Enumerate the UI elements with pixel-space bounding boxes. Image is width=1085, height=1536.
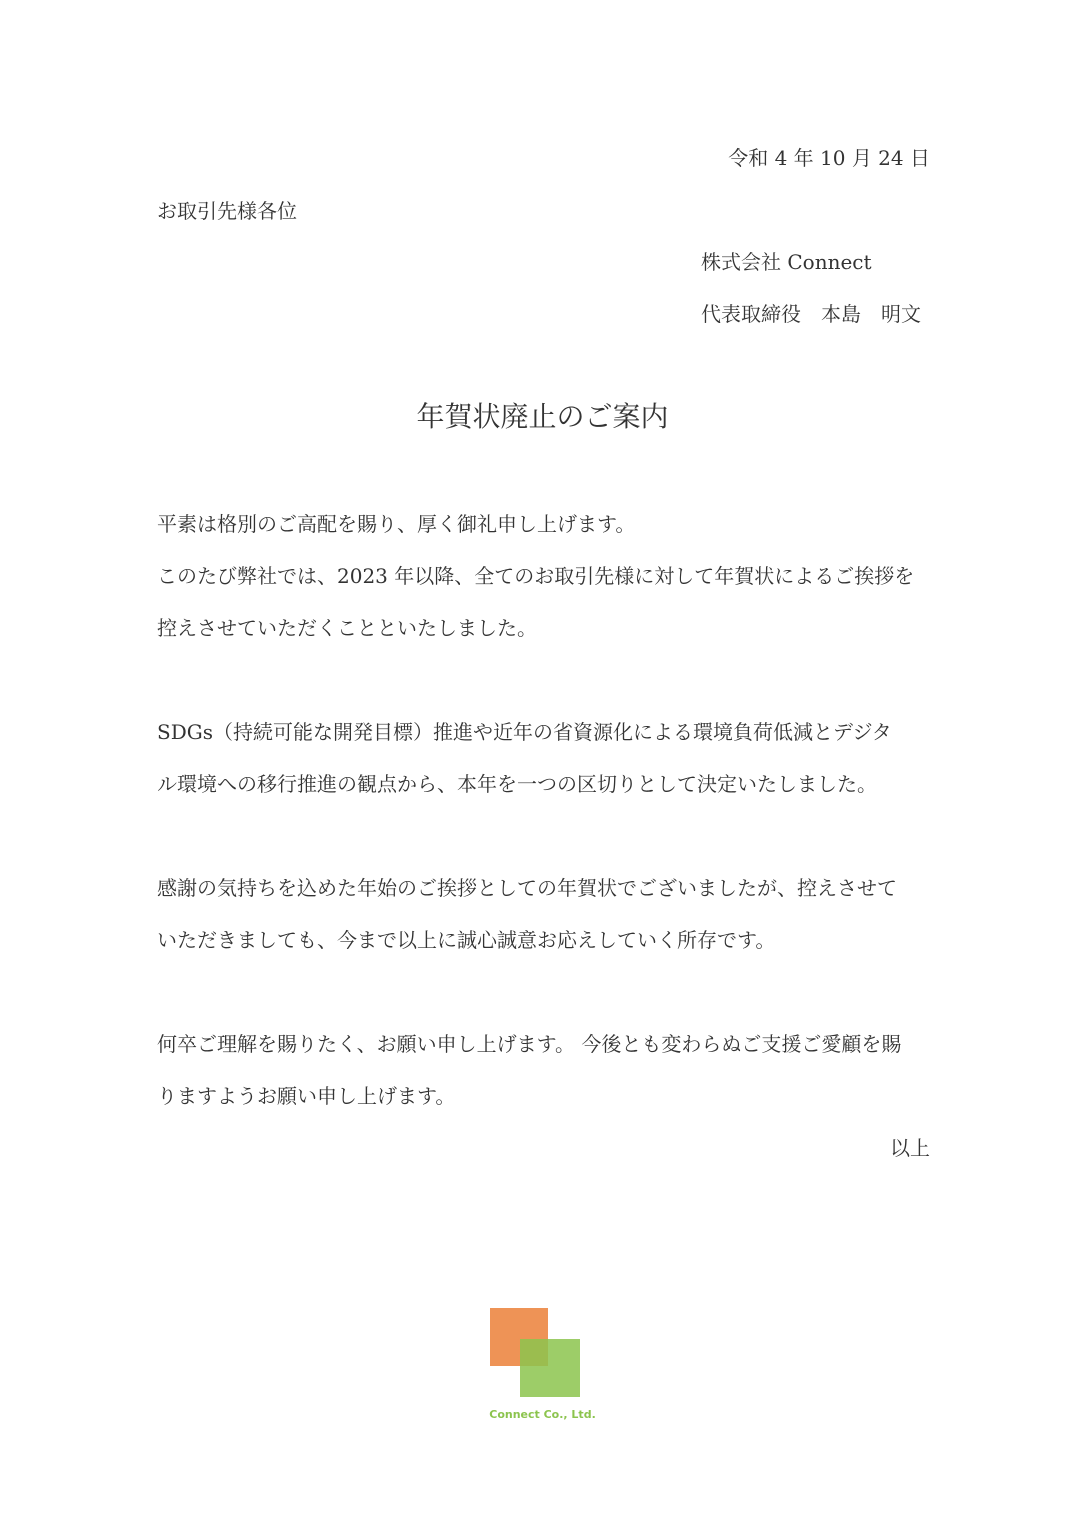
logo-text: Connect Co., Ltd. — [489, 1408, 596, 1421]
company-logo — [490, 1308, 580, 1398]
body-line: いただきましても、今まで以上に誠心誠意お応えしていく所存です。 — [157, 928, 776, 952]
sender-representative: 代表取締役 本島 明文 — [701, 302, 921, 326]
body-line: 平素は格別のご高配を賜り、厚く御礼申し上げます。 — [157, 512, 636, 536]
document-title: 年賀状廃止のご案内 — [416, 400, 669, 433]
closing-mark: 以上 — [890, 1136, 930, 1160]
body-line: ル環境への移行推進の観点から、本年を一つの区切りとして決定いたしました。 — [157, 772, 877, 796]
body-line: 控えさせていただくことといたしました。 — [157, 616, 537, 640]
body-line: りますようお願い申し上げます。 — [157, 1084, 456, 1108]
logo-green-square — [520, 1339, 580, 1397]
date: 令和 4 年 10 月 24 日 — [728, 146, 930, 170]
body-line: SDGs（持続可能な開発目標）推進や近年の省資源化による環境負荷低減とデジタ — [157, 720, 892, 744]
sender-company: 株式会社 Connect — [701, 250, 872, 274]
body-line: このたび弊社では、2023 年以降、全てのお取引先様に対して年賀状によるご挨拶を — [157, 564, 915, 588]
body-line: 何卒ご理解を賜りたく、お願い申し上げます。 今後とも変わらぬご支援ご愛顧を賜 — [157, 1032, 902, 1056]
body-line: 感謝の気持ちを込めた年始のご挨拶としての年賀状でございましたが、控えさせて — [157, 876, 897, 900]
recipient: お取引先様各位 — [157, 199, 297, 223]
